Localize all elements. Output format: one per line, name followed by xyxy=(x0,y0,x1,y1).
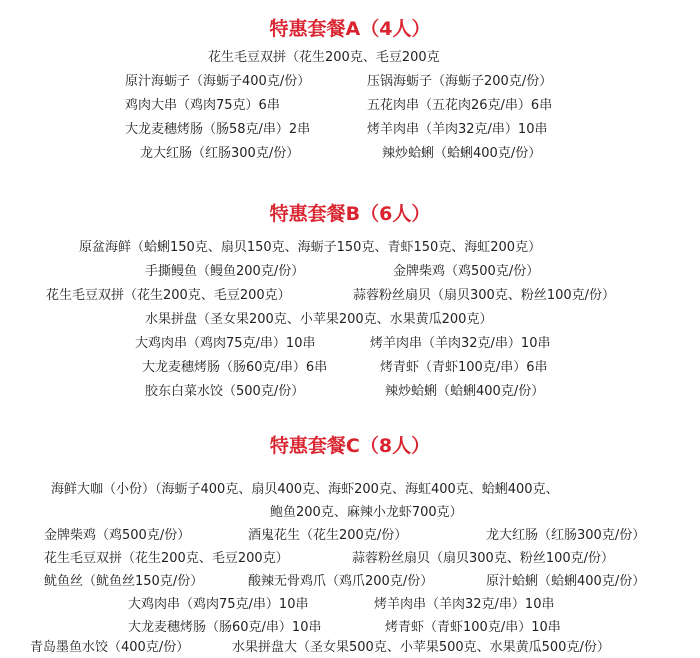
package-c-line-7 xyxy=(0,617,700,638)
package-c-line-8 xyxy=(0,637,700,658)
package-b-line-3 xyxy=(0,285,700,306)
package-b-line-2 xyxy=(0,261,700,282)
package-b-line-5 xyxy=(0,333,700,354)
menu-item: 五花肉串（五花肉26克/串）6串 xyxy=(367,98,553,113)
menu-item: 蒜蓉粉丝扇贝（扇贝300克、粉丝100克/份） xyxy=(352,551,615,566)
package-c-line-5 xyxy=(0,571,700,592)
menu-item: 烤羊肉串（羊肉32克/串）10串 xyxy=(370,336,551,351)
menu-item: 龙大红肠（红肠300克/份） xyxy=(140,146,300,161)
menu-item: 金牌柴鸡（鸡500克/份） xyxy=(44,528,191,543)
menu-item: 蒜蓉粉丝扇贝（扇贝300克、粉丝100克/份） xyxy=(353,288,616,303)
menu-item: 水果拼盘大（圣女果500克、小苹果500克、水果黄瓜500克/份） xyxy=(232,640,610,655)
package-b-title: 特惠套餐B（6人） xyxy=(269,203,431,225)
menu-item: 大鸡肉串（鸡肉75克/串）10串 xyxy=(135,336,316,351)
menu-item: 鸡肉大串（鸡肉75克）6串 xyxy=(125,98,280,113)
package-b-line-1 xyxy=(0,237,700,258)
package-a-line-1 xyxy=(0,47,700,68)
package-c-line-4 xyxy=(0,548,700,569)
menu-item: 水果拼盘（圣女果200克、小苹果200克、水果黄瓜200克） xyxy=(145,312,493,327)
menu-item: 酸辣无骨鸡爪（鸡爪200克/份） xyxy=(248,574,434,589)
package-c-line-2 xyxy=(0,502,700,523)
package-c-line-6 xyxy=(0,594,700,615)
package-c-title: 特惠套餐C（8人） xyxy=(269,435,431,457)
package-a-line-3 xyxy=(0,95,700,116)
menu-item: 金牌柴鸡（鸡500克/份） xyxy=(393,264,540,279)
menu-item: 原汁蛤蜊（蛤蜊400克/份） xyxy=(486,574,646,589)
package-b-line-4 xyxy=(0,309,700,330)
menu-item: 海鲜大咖（小份）（海蛎子400克、扇贝400克、海虾200克、海虹400克、蛤蜊400克、 xyxy=(51,482,559,497)
menu-item: 大龙麦穗烤肠（肠60克/串）6串 xyxy=(142,360,328,375)
menu-item: 原盆海鲜（蛤蜊150克、扇贝150克、海蛎子150克、青虾150克、海虹200克） xyxy=(79,240,542,255)
menu-item: 青岛墨鱼水饺（400克/份） xyxy=(30,640,190,655)
menu-item: 烤青虾（青虾100克/串）10串 xyxy=(385,620,561,635)
menu-item: 烤羊肉串（羊肉32克/串）10串 xyxy=(367,122,548,137)
menu-item: 龙大红肠（红肠300克/份） xyxy=(486,528,646,543)
menu-item: 花生毛豆双拼（花生200克、毛豆200克） xyxy=(46,288,291,303)
menu-item: 原汁海蛎子（海蛎子400克/份） xyxy=(125,74,311,89)
menu-item: 压锅海蛎子（海蛎子200克/份） xyxy=(367,74,553,89)
menu-item: 花生毛豆双拼（花生200克、毛豆200克） xyxy=(44,551,289,566)
package-a-line-2 xyxy=(0,71,700,92)
package-c-line-3 xyxy=(0,525,700,546)
menu-item: 大鸡肉串（鸡肉75克/串）10串 xyxy=(128,597,309,612)
package-b-line-6 xyxy=(0,357,700,378)
menu-item: 大龙麦穗烤肠（肠60克/串）10串 xyxy=(128,620,322,635)
menu-item: 鱿鱼丝（鱿鱼丝150克/份） xyxy=(44,574,204,589)
menu-item: 手撕鳗鱼（鳗鱼200克/份） xyxy=(145,264,305,279)
package-a-title: 特惠套餐A（4人） xyxy=(269,18,431,40)
package-c-line-1 xyxy=(0,479,700,500)
menu-item: 酒鬼花生（花生200克/份） xyxy=(248,528,408,543)
package-a-line-4 xyxy=(0,119,700,140)
menu-item: 鲍鱼200克、麻辣小龙虾700克） xyxy=(270,505,463,520)
menu-item: 烤青虾（青虾100克/串）6串 xyxy=(380,360,548,375)
menu-item: 大龙麦穗烤肠（肠58克/串）2串 xyxy=(125,122,311,137)
package-b-line-7 xyxy=(0,381,700,402)
menu-item: 辣炒蛤蜊（蛤蜊400克/份） xyxy=(385,384,545,399)
menu-item: 花生毛豆双拼（花生200克、毛豆200克 xyxy=(208,50,440,65)
menu-item: 烤羊肉串（羊肉32克/串）10串 xyxy=(374,597,555,612)
menu-item: 胶东白菜水饺（500克/份） xyxy=(145,384,305,399)
package-a-line-5 xyxy=(0,143,700,164)
menu-item: 辣炒蛤蜊（蛤蜊400克/份） xyxy=(382,146,542,161)
